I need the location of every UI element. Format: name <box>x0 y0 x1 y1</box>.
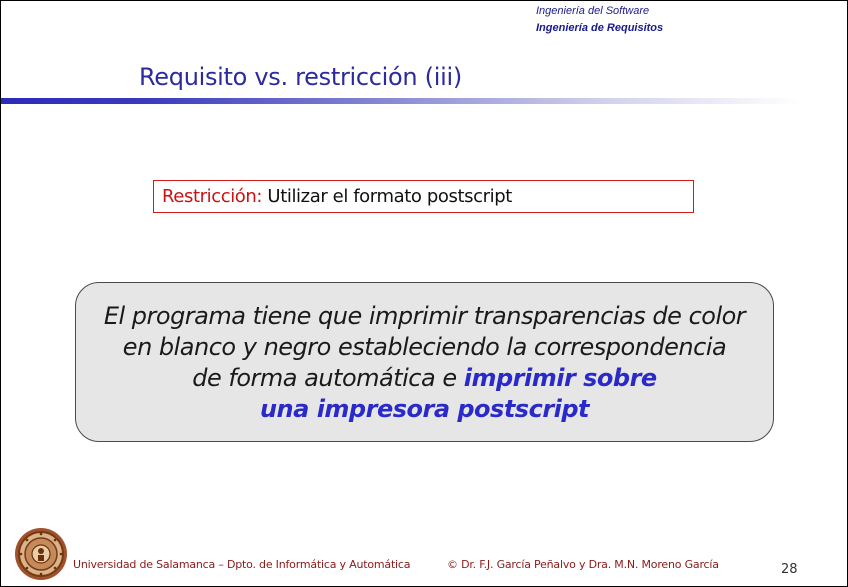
statement-line-3-plain: de forma automática e <box>192 364 464 392</box>
statement-line-4: una impresora postscript <box>259 395 590 423</box>
page-number: 28 <box>781 562 798 577</box>
restriction-box <box>153 180 694 213</box>
statement-line-3 <box>76 363 773 394</box>
footer-copyright: © Dr. F.J. García Peñalvo y Dra. M.N. Moreno García <box>447 558 719 571</box>
header-course: Ingeniería del Software <box>536 5 650 17</box>
statement-highlight-1: imprimir sobre <box>463 364 657 392</box>
title-underline <box>1 98 801 104</box>
university-seal-icon <box>14 527 68 581</box>
statement-box <box>75 282 774 442</box>
restriction-label: Restricción: <box>162 186 263 207</box>
footer-university: Universidad de Salamanca – Dpto. de Informática y Automática <box>73 558 411 571</box>
header-topic: Ingeniería de Requisitos <box>536 22 664 34</box>
slide-title: Requisito vs. restricción (iii) <box>139 63 462 91</box>
restriction-text: Utilizar el formato postscript <box>262 186 512 207</box>
statement-line-1: El programa tiene que imprimir transparencias de color <box>103 302 746 330</box>
statement-line-2: en blanco y negro estableciendo la correspondencia <box>122 333 727 361</box>
